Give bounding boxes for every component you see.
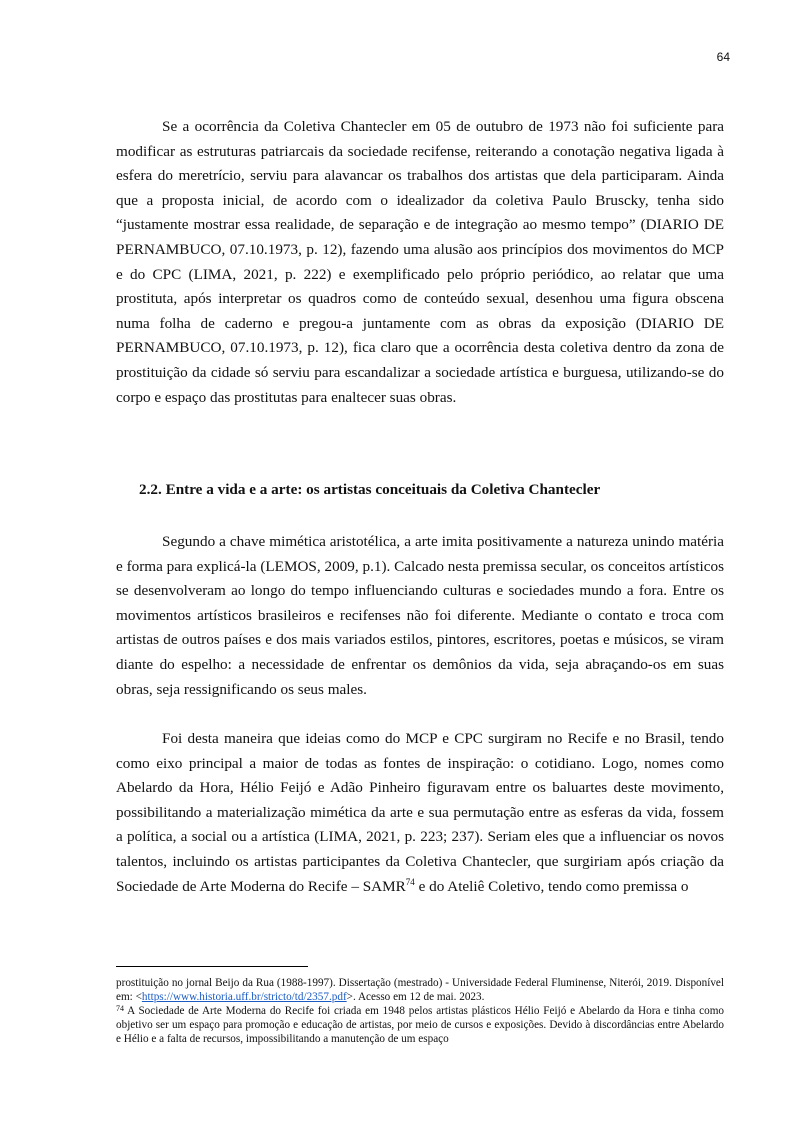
paragraph-chave-mimetica: Segundo a chave mimética aristotélica, a arte imita positivamente a natureza unindo matéria e forma para explicá-la (LEMOS, 2009, p.1). Calcado nesta premissa secular, os conceitos artísticos se desenvolveram ao longo do tempo influenciando culturas e sociedades mundo a fora. Entre os movimentos artísticos brasileiros e recifenses não foi diferente. Mediante o contato e troca com artistas de outros países e dos mais variados estilos, pintores, escritores, poetas e músicos, se viram diante do espelho: a necessidade de enfrentar os demônios da vida, seja abraçando-os em suas obras, seja ressignificando os seus males.	[116, 533, 724, 698]
footnote-74	[116, 1004, 724, 1046]
footnote-continuation-text: prostituição no jornal Beijo da Rua (1988-1997). Dissertação (mestrado) - Universidade Federal Fluminense, Niterói, 2019. Disponível em: <	[116, 977, 724, 1003]
paragraph-mcp-cpc	[116, 727, 724, 899]
paragraph-mcp-cpc-text-2: e do Ateliê Coletivo, tendo como premissa o	[414, 877, 689, 895]
page-number: 64	[716, 50, 730, 64]
footnote-74-text: A Sociedade de Arte Moderna do Recife foi criada em 1948 pelos artistas plásticos Hélio Feijó e Abelardo da Hora e tinha como objetivo ser um espaço para promoção e educação de artistas, por meio de cursos e exposições. Devido à discordâncias entre Abelardo e Hélio e a falta de recursos, impossibilitando a manutenção de um espaço	[116, 1005, 724, 1045]
footnote-continuation	[116, 976, 724, 1004]
section-heading: 2.2. Entre a vida e a arte: os artistas conceituais da Coletiva Chantecler	[139, 481, 601, 498]
footnotes	[116, 976, 724, 1046]
paragraph-coletiva-chantecler: Se a ocorrência da Coletiva Chantecler em 05 de outubro de 1973 não foi suficiente para modificar as estruturas patriarcais da sociedade recifense, reiterando a conotação negativa ligada à esfera do meretrício, serviu para alavancar os trabalhos dos artistas que dela participaram. Ainda que a proposta inicial, de acordo com o idealizador da coletiva Paulo Bruscky, tenha sido “justamente mostrar essa realidade, de separação e de integração ao mesmo tempo” (DIARIO DE PERNAMBUCO, 07.10.1973, p. 12), fazendo uma alusão aos princípios dos movimentos do MCP e do CPC (LIMA, 2021, p. 222) e exemplificado pelo próprio periódico, ao relatar que uma prostituta, após interpretar os quadros como de conteúdo sexual, desenhou uma figura obscena numa folha de caderno e pregou-a juntamente com as obras da exposição (DIARIO DE PERNAMBUCO, 07.10.1973, p. 12), fica claro que a ocorrência desta coletiva dentro da zona de prostituição da cidade só serviu para escandalizar a sociedade artística e burguesa, utilizando-se do corpo e espaço das prostitutas para enaltecer suas obras.	[116, 118, 724, 406]
footnote-74-mark: 74	[116, 1004, 124, 1013]
footnote-separator	[116, 966, 308, 967]
footnote-continuation-end: >. Acesso em 12 de mai. 2023.	[346, 991, 485, 1003]
footnote-link[interactable]: https://www.historia.uff.br/stricto/td/2357.pdf	[141, 991, 347, 1003]
footnote-reference-74[interactable]: 74	[405, 876, 415, 887]
paragraph-mcp-cpc-text-1: Foi desta maneira que ideias como do MCP e CPC surgiram no Recife e no Brasil, tendo como eixo principal a maior de todas as fontes de inspiração: o cotidiano. Logo, nomes como Abelardo da Hora, Hélio Feijó e Adão Pinheiro figuravam entre os baluartes deste movimento, possibilitando a materialização mimética da arte e sua permutação entre as esferas da vida, fossem a política, a social ou a artística (LIMA, 2021, p. 223; 237). Seriam eles que a influenciar os novos talentos, incluindo os artistas participantes da Coletiva Chantecler, que surgiriam após criação da Sociedade de Arte Moderna do Recife – SAMR	[116, 730, 724, 895]
